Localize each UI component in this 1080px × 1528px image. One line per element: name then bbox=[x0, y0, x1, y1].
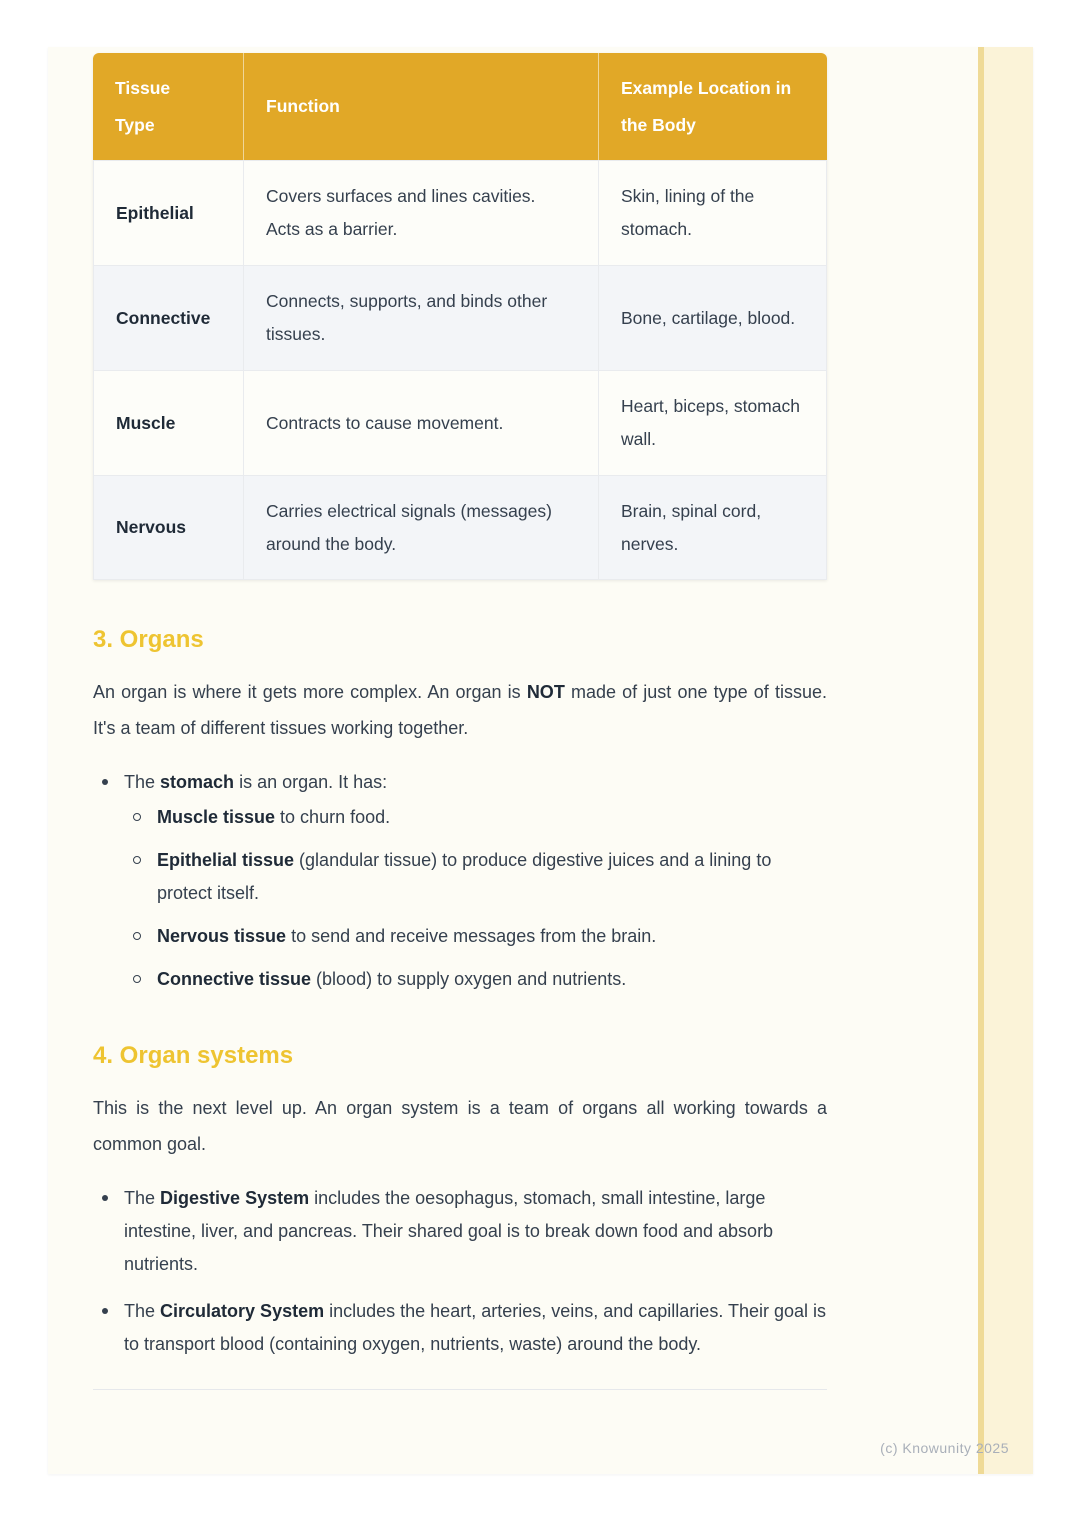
column-header-example-location bbox=[598, 53, 827, 160]
page-content bbox=[93, 47, 827, 1390]
table-row-muscle bbox=[93, 370, 827, 475]
sub-item-text: Connective tissue (blood) to supply oxygen and nutrients. bbox=[157, 969, 627, 989]
table-body bbox=[93, 160, 827, 580]
function-text: Carries electrical signals (messages) around the body. bbox=[266, 500, 552, 554]
organ-systems-intro-paragraph: This is the next level up. An organ system is a team of organs all working towards a common goal. bbox=[93, 1098, 827, 1154]
tissue-type-cell: Nervous bbox=[93, 475, 243, 580]
tissue-type-cell: Connective bbox=[93, 265, 243, 370]
bullet-dot-icon bbox=[102, 1195, 108, 1201]
column-header-label: Example Location in the Body bbox=[621, 77, 792, 135]
copyright-watermark: (c) Knowunity 2025 bbox=[880, 1440, 1009, 1456]
organs-bullet-list bbox=[93, 766, 827, 996]
list-item-text: The Circulatory System includes the heart, arteries, veins, and capillaries. Their goal is to transport blood (containing oxygen, nutrients, waste) around the body. bbox=[124, 1301, 827, 1354]
sub-item-muscle-tissue bbox=[124, 801, 827, 834]
function-cell bbox=[243, 265, 598, 370]
list-item-circulatory-system bbox=[93, 1295, 827, 1361]
document-page bbox=[48, 47, 1033, 1474]
tissue-type-cell: Muscle bbox=[93, 370, 243, 475]
function-text: Covers surfaces and lines cavities. Acts as a barrier. bbox=[266, 186, 536, 239]
list-item-text: The Digestive System includes the oesophagus, stomach, small intestine, large intestine, liver, and pancreas. Their shared goal is to break down food and absorb nutrients. bbox=[124, 1188, 774, 1274]
location-cell bbox=[598, 370, 827, 475]
section-heading-organs: 3. Organs bbox=[93, 626, 204, 653]
table-header bbox=[93, 53, 827, 160]
sub-item-text: Epithelial tissue (glandular tissue) to produce digestive juices and a lining to protect itself. bbox=[157, 850, 772, 903]
location-cell bbox=[598, 265, 827, 370]
bullet-circle-icon bbox=[133, 856, 141, 864]
table-row-connective bbox=[93, 265, 827, 370]
location-text: Heart, biceps, stomach wall. bbox=[621, 396, 800, 449]
location-text: Skin, lining of the stomach. bbox=[621, 186, 755, 239]
location-text: Brain, spinal cord, nerves. bbox=[621, 500, 762, 554]
function-cell bbox=[243, 475, 598, 580]
bullet-dot-icon bbox=[102, 779, 108, 785]
column-header-label: Tissue Type bbox=[115, 77, 171, 135]
bullet-circle-icon bbox=[133, 975, 141, 983]
column-header-label: Function bbox=[266, 96, 340, 116]
page-edge-accent-strip bbox=[978, 47, 1033, 1474]
organ-systems-bullet-list bbox=[93, 1182, 827, 1361]
bullet-dot-icon bbox=[102, 1308, 108, 1314]
list-item-text: The stomach is an organ. It has: bbox=[124, 772, 388, 792]
function-cell bbox=[243, 160, 598, 265]
sub-item-text: Nervous tissue to send and receive messages from the brain. bbox=[157, 926, 657, 946]
section-heading-organ-systems: 4. Organ systems bbox=[93, 1042, 294, 1069]
list-item-stomach bbox=[93, 766, 827, 996]
sub-item-connective-tissue bbox=[124, 963, 827, 996]
function-text: Connects, supports, and binds other tissues. bbox=[266, 291, 548, 344]
table-row-epithelial bbox=[93, 160, 827, 265]
sub-item-text: Muscle tissue to churn food. bbox=[157, 807, 391, 827]
tissue-types-table bbox=[93, 53, 827, 580]
table-header-row bbox=[93, 53, 827, 160]
function-cell bbox=[243, 370, 598, 475]
organs-intro-paragraph: An organ is where it gets more complex. An organ is NOT made of just one type of tissue. It's a team of different tissues working together. bbox=[93, 682, 827, 738]
sub-item-epithelial-tissue bbox=[124, 844, 827, 910]
tissue-type-cell: Epithelial bbox=[93, 160, 243, 265]
list-item-digestive-system bbox=[93, 1182, 827, 1281]
location-cell bbox=[598, 160, 827, 265]
column-header-function bbox=[243, 53, 598, 160]
location-text: Bone, cartilage, blood. bbox=[621, 307, 796, 328]
stomach-tissues-sub-list bbox=[124, 801, 827, 996]
sub-item-nervous-tissue bbox=[124, 920, 827, 953]
footer-divider bbox=[93, 1389, 827, 1390]
bullet-circle-icon bbox=[133, 813, 141, 821]
location-cell bbox=[598, 475, 827, 580]
bullet-circle-icon bbox=[133, 932, 141, 940]
column-header-tissue-type bbox=[93, 53, 243, 160]
table-row-nervous bbox=[93, 475, 827, 580]
function-text: Contracts to cause movement. bbox=[266, 412, 504, 433]
